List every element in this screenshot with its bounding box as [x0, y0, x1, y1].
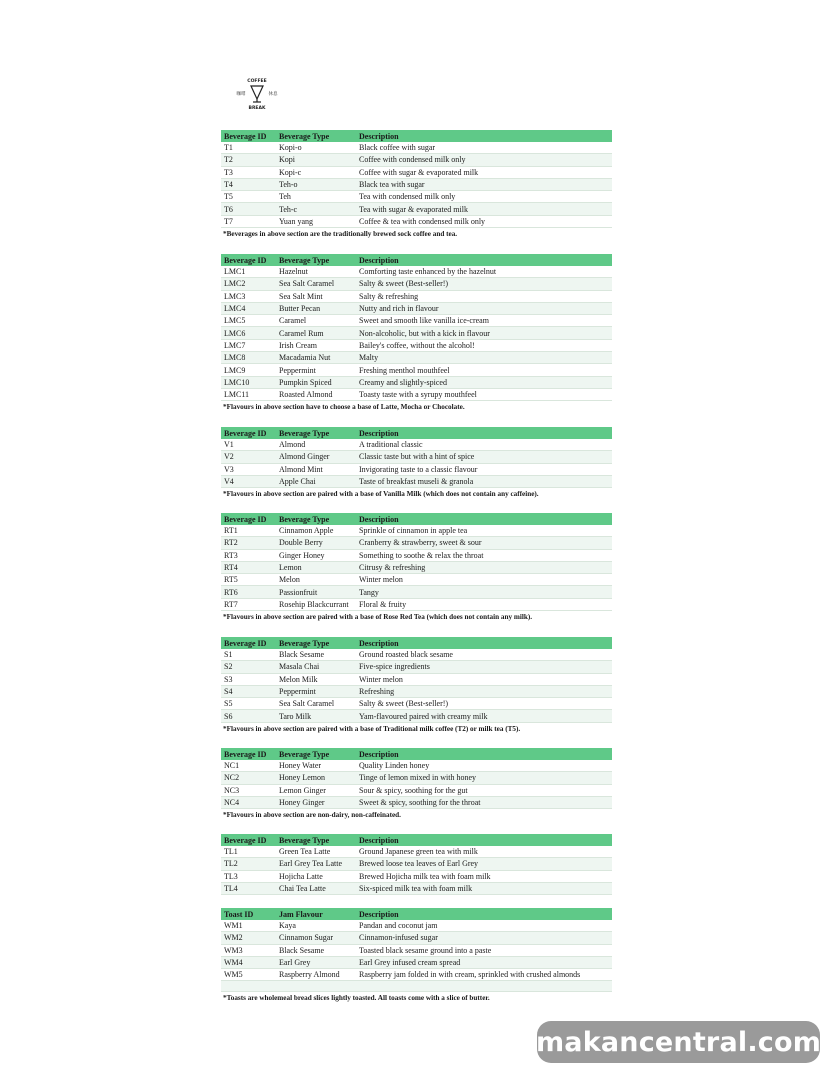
cell-description: A traditional classic — [356, 439, 612, 451]
cell-description: Toasty taste with a syrupy mouthfeel — [356, 388, 612, 400]
cell-id: S1 — [221, 649, 276, 661]
cell-description: Floral & fruity — [356, 598, 612, 610]
header-description: Description — [356, 254, 612, 266]
cell-id: NC2 — [221, 772, 276, 784]
table-row — [221, 981, 612, 992]
cell-description: Brewed Hojicha milk tea with foam milk — [356, 870, 612, 882]
table-header-row — [221, 254, 612, 266]
menu-table — [221, 748, 612, 809]
cell-type: Ginger Honey — [276, 549, 356, 561]
table-header-row — [221, 908, 612, 920]
cell-id: LMC4 — [221, 302, 276, 314]
cell-id: S5 — [221, 698, 276, 710]
header-id: Beverage ID — [221, 637, 276, 649]
header-description: Description — [356, 427, 612, 439]
header-description: Description — [356, 637, 612, 649]
table-row — [221, 290, 612, 302]
table-row — [221, 475, 612, 487]
cell-description: Salty & refreshing — [356, 290, 612, 302]
table-row — [221, 882, 612, 894]
cell-id: T7 — [221, 215, 276, 227]
table-row — [221, 772, 612, 784]
logo-top-text: COFFEE — [247, 79, 267, 84]
cell-id: T6 — [221, 203, 276, 215]
table-row — [221, 944, 612, 956]
cell-type: Masala Chai — [276, 661, 356, 673]
table-row — [221, 178, 612, 190]
cell-description: Salty & sweet (Best-seller!) — [356, 278, 612, 290]
menu-section-traditional — [221, 130, 612, 238]
menu-section-non-caffeinated — [221, 748, 612, 819]
table-row — [221, 846, 612, 858]
section-note: *Beverages in above section are the traditionally brewed sock coffee and tea. — [223, 230, 458, 239]
table-row — [221, 266, 612, 278]
cell-id: RT1 — [221, 525, 276, 537]
table-row — [221, 537, 612, 549]
table-row — [221, 685, 612, 697]
cell-id: RT4 — [221, 561, 276, 573]
cell-type: Double Berry — [276, 537, 356, 549]
table-header-row — [221, 427, 612, 439]
cell-type: Lemon Ginger — [276, 784, 356, 796]
cell-id: LMC9 — [221, 364, 276, 376]
cell-description: Citrusy & refreshing — [356, 561, 612, 573]
table-row — [221, 142, 612, 154]
cell-type: Almond — [276, 439, 356, 451]
header-type: Beverage Type — [276, 513, 356, 525]
table-row — [221, 858, 612, 870]
cell-description: Coffee with sugar & evaporated milk — [356, 166, 612, 178]
cell-description: Tangy — [356, 586, 612, 598]
table-row — [221, 364, 612, 376]
section-note: *Flavours in above section have to choose a base of Latte, Mocha or Chocolate. — [223, 403, 465, 412]
cell-id: WM2 — [221, 932, 276, 944]
cell-description: Taste of breakfast museli & granola — [356, 475, 612, 487]
cell-type: Passionfruit — [276, 586, 356, 598]
cell-description: Five-spice ingredients — [356, 661, 612, 673]
menu-table — [221, 637, 612, 723]
cell-id: NC1 — [221, 760, 276, 772]
watermark-badge: makancentral.com — [537, 1021, 820, 1063]
header-description: Description — [356, 748, 612, 760]
cell-description: Salty & sweet (Best-seller!) — [356, 698, 612, 710]
cell-type: Hojicha Latte — [276, 870, 356, 882]
table-row — [221, 598, 612, 610]
table-row — [221, 191, 612, 203]
table-row — [221, 525, 612, 537]
header-id: Beverage ID — [221, 513, 276, 525]
cell-id: WM3 — [221, 944, 276, 956]
table-row — [221, 661, 612, 673]
table-row — [221, 278, 612, 290]
table-row — [221, 698, 612, 710]
header-type: Beverage Type — [276, 834, 356, 846]
header-id: Beverage ID — [221, 834, 276, 846]
cell-description: Coffee & tea with condensed milk only — [356, 215, 612, 227]
cell-description: Black coffee with sugar — [356, 142, 612, 154]
cell-id: V4 — [221, 475, 276, 487]
cell-id: RT2 — [221, 537, 276, 549]
cell-id: S4 — [221, 685, 276, 697]
cell-description: Pandan and coconut jam — [356, 920, 612, 932]
cell-description: Ground roasted black sesame — [356, 649, 612, 661]
cell-id: S2 — [221, 661, 276, 673]
table-row — [221, 215, 612, 227]
cell-id: RT6 — [221, 586, 276, 598]
table-row — [221, 339, 612, 351]
cell-id: LMC5 — [221, 315, 276, 327]
table-row — [221, 586, 612, 598]
cell-id: LMC6 — [221, 327, 276, 339]
cell-description: Quality Linden honey — [356, 760, 612, 772]
logo-bottom-text: BREAK — [248, 106, 266, 111]
section-note: *Flavours in above section are paired with a base of Rose Red Tea (which does not contain any milk). — [223, 613, 533, 622]
cell-description: Refreshing — [356, 685, 612, 697]
table-row — [221, 352, 612, 364]
cell-type: Melon — [276, 574, 356, 586]
cell-type: Rosehip Blackcurrant — [276, 598, 356, 610]
cell-type: Lemon — [276, 561, 356, 573]
table-row — [221, 561, 612, 573]
cell-description: Cranberry & strawberry, sweet & sour — [356, 537, 612, 549]
cell-description: Sour & spicy, soothing for the gut — [356, 784, 612, 796]
menu-section-rose-red-tea — [221, 513, 612, 621]
cell-type: Irish Cream — [276, 339, 356, 351]
cell-description: Black tea with sugar — [356, 178, 612, 190]
cell-type: Green Tea Latte — [276, 846, 356, 858]
cell-id: NC3 — [221, 784, 276, 796]
menu-table — [221, 513, 612, 611]
cell-type: Teh-c — [276, 203, 356, 215]
table-row — [221, 870, 612, 882]
cell-type: Earl Grey — [276, 956, 356, 968]
cell-description: Winter melon — [356, 574, 612, 586]
header-type: Jam Flavour — [276, 908, 356, 920]
cell-type: Caramel — [276, 315, 356, 327]
header-id: Beverage ID — [221, 427, 276, 439]
cell-type: Roasted Almond — [276, 388, 356, 400]
cell-id: LMC3 — [221, 290, 276, 302]
table-row — [221, 439, 612, 451]
table-header-row — [221, 748, 612, 760]
menu-table — [221, 427, 612, 488]
cell-id: LMC10 — [221, 376, 276, 388]
cell-type: Cinnamon Apple — [276, 525, 356, 537]
cell-description: Non-alcoholic, but with a kick in flavour — [356, 327, 612, 339]
cell-id: S3 — [221, 673, 276, 685]
table-row — [221, 649, 612, 661]
header-type: Beverage Type — [276, 130, 356, 142]
cell-type: Melon Milk — [276, 673, 356, 685]
cell-description: Nutty and rich in flavour — [356, 302, 612, 314]
table-row — [221, 203, 612, 215]
cell-type: Kopi — [276, 154, 356, 166]
cell-id: V3 — [221, 463, 276, 475]
cell-description: Creamy and slightly-spiced — [356, 376, 612, 388]
cell-id — [221, 981, 276, 992]
header-id: Beverage ID — [221, 748, 276, 760]
table-row — [221, 956, 612, 968]
table-row — [221, 920, 612, 932]
cell-type: Honey Water — [276, 760, 356, 772]
cell-type: Raspberry Almond — [276, 969, 356, 981]
cell-type: Kopi-o — [276, 142, 356, 154]
menu-section-latte-mocha — [221, 254, 612, 411]
cell-id: LMC1 — [221, 266, 276, 278]
cell-description: Sprinkle of cinnamon in apple tea — [356, 525, 612, 537]
table-row — [221, 463, 612, 475]
table-row — [221, 574, 612, 586]
cell-type: Hazelnut — [276, 266, 356, 278]
cell-type: Peppermint — [276, 364, 356, 376]
cell-type: Apple Chai — [276, 475, 356, 487]
table-row — [221, 388, 612, 400]
cell-description: Tea with sugar & evaporated milk — [356, 203, 612, 215]
cell-description: Ground Japanese green tea with milk — [356, 846, 612, 858]
cell-description: Winter melon — [356, 673, 612, 685]
cell-type: Yuan yang — [276, 215, 356, 227]
cell-id: TL3 — [221, 870, 276, 882]
cell-description: Six-spiced milk tea with foam milk — [356, 882, 612, 894]
header-type: Beverage Type — [276, 637, 356, 649]
cell-description: Freshing menthol mouthfeel — [356, 364, 612, 376]
cell-id: WM4 — [221, 956, 276, 968]
cell-description: Malty — [356, 352, 612, 364]
cell-description: Bailey's coffee, without the alcohol! — [356, 339, 612, 351]
table-header-row — [221, 130, 612, 142]
section-note: *Toasts are wholemeal bread slices lightly toasted. All toasts come with a slice of butter. — [223, 994, 490, 1003]
table-row — [221, 302, 612, 314]
cell-type: Caramel Rum — [276, 327, 356, 339]
cell-description: Yam-flavoured paired with creamy milk — [356, 710, 612, 722]
cell-description: Comforting taste enhanced by the hazelnut — [356, 266, 612, 278]
cell-type: Honey Lemon — [276, 772, 356, 784]
menu-section-toasts — [221, 908, 612, 1002]
section-note: *Flavours in above section are paired with a base of Traditional milk coffee (T2) or milk tea (T5). — [223, 724, 521, 733]
table-row — [221, 932, 612, 944]
menu-section-specials — [221, 637, 612, 733]
menu-table — [221, 130, 612, 228]
cell-id: T4 — [221, 178, 276, 190]
header-type: Beverage Type — [276, 427, 356, 439]
cell-type: Almond Ginger — [276, 451, 356, 463]
logo-cup-icon — [251, 86, 263, 99]
cell-id: T3 — [221, 166, 276, 178]
cell-id: T2 — [221, 154, 276, 166]
table-header-row — [221, 513, 612, 525]
section-note: *Flavours in above section are non-dairy, non-caffeinated. — [223, 811, 401, 820]
cell-id: LMC2 — [221, 278, 276, 290]
cell-type — [276, 981, 356, 992]
cell-type: Sea Salt Caramel — [276, 278, 356, 290]
cell-type: Black Sesame — [276, 944, 356, 956]
table-row — [221, 549, 612, 561]
header-description: Description — [356, 130, 612, 142]
cell-id: V1 — [221, 439, 276, 451]
cell-type: Macadamia Nut — [276, 352, 356, 364]
menu-section-vanilla-milk — [221, 427, 612, 498]
header-description: Description — [356, 908, 612, 920]
header-id: Beverage ID — [221, 254, 276, 266]
cell-id: T5 — [221, 191, 276, 203]
table-row — [221, 315, 612, 327]
cell-id: TL2 — [221, 858, 276, 870]
cell-id: LMC11 — [221, 388, 276, 400]
cell-description: Sweet and smooth like vanilla ice-cream — [356, 315, 612, 327]
cell-type: Teh — [276, 191, 356, 203]
menu-table — [221, 254, 612, 401]
table-row — [221, 796, 612, 808]
cell-description: Invigorating taste to a classic flavour — [356, 463, 612, 475]
cell-id: RT7 — [221, 598, 276, 610]
table-row — [221, 451, 612, 463]
cell-description: Sweet & spicy, soothing for the throat — [356, 796, 612, 808]
table-row — [221, 710, 612, 722]
cell-description: Tinge of lemon mixed in with honey — [356, 772, 612, 784]
table-header-row — [221, 834, 612, 846]
cell-id: LMC8 — [221, 352, 276, 364]
cell-description: Tea with condensed milk only — [356, 191, 612, 203]
cell-type: Teh-o — [276, 178, 356, 190]
table-row — [221, 166, 612, 178]
cell-type: Kopi-c — [276, 166, 356, 178]
section-note: *Flavours in above section are paired with a base of Vanilla Milk (which does not contain any caffeine). — [223, 490, 539, 499]
cell-description: Toasted black sesame ground into a paste — [356, 944, 612, 956]
cell-type: Black Sesame — [276, 649, 356, 661]
cell-type: Butter Pecan — [276, 302, 356, 314]
cell-description: Raspberry jam folded in with cream, sprinkled with crushed almonds — [356, 969, 612, 981]
cell-id: T1 — [221, 142, 276, 154]
table-row — [221, 154, 612, 166]
logo-left-text: 咖啡 — [236, 92, 246, 97]
coffee-break-logo — [232, 74, 282, 112]
cell-description: Earl Grey infused cream spread — [356, 956, 612, 968]
cell-description: Brewed loose tea leaves of Earl Grey — [356, 858, 612, 870]
cell-type: Taro Milk — [276, 710, 356, 722]
cell-description — [356, 981, 612, 992]
header-description: Description — [356, 834, 612, 846]
cell-type: Chai Tea Latte — [276, 882, 356, 894]
table-row — [221, 376, 612, 388]
cell-type: Sea Salt Caramel — [276, 698, 356, 710]
header-id: Beverage ID — [221, 130, 276, 142]
cell-type: Peppermint — [276, 685, 356, 697]
cell-id: S6 — [221, 710, 276, 722]
table-header-row — [221, 637, 612, 649]
table-row — [221, 969, 612, 981]
header-type: Beverage Type — [276, 254, 356, 266]
header-type: Beverage Type — [276, 748, 356, 760]
cell-description: Coffee with condensed milk only — [356, 154, 612, 166]
cell-type: Kaya — [276, 920, 356, 932]
menu-section-tea-lattes — [221, 834, 612, 895]
cell-type: Pumpkin Spiced — [276, 376, 356, 388]
header-description: Description — [356, 513, 612, 525]
cell-id: WM5 — [221, 969, 276, 981]
cell-description: Something to soothe & relax the throat — [356, 549, 612, 561]
cell-type: Sea Salt Mint — [276, 290, 356, 302]
menu-table — [221, 834, 612, 895]
cell-description: Cinnamon-infused sugar — [356, 932, 612, 944]
menu-table — [221, 908, 612, 992]
cell-type: Earl Grey Tea Latte — [276, 858, 356, 870]
table-row — [221, 673, 612, 685]
cell-id: TL4 — [221, 882, 276, 894]
table-row — [221, 327, 612, 339]
cell-id: NC4 — [221, 796, 276, 808]
cell-description: Classic taste but with a hint of spice — [356, 451, 612, 463]
cell-type: Honey Ginger — [276, 796, 356, 808]
cell-id: RT5 — [221, 574, 276, 586]
cell-id: WM1 — [221, 920, 276, 932]
cell-id: RT3 — [221, 549, 276, 561]
table-row — [221, 784, 612, 796]
cell-id: V2 — [221, 451, 276, 463]
logo-right-text: 休息 — [268, 92, 278, 97]
cell-id: TL1 — [221, 846, 276, 858]
table-row — [221, 760, 612, 772]
cell-type: Cinnamon Sugar — [276, 932, 356, 944]
cell-id: LMC7 — [221, 339, 276, 351]
cell-type: Almond Mint — [276, 463, 356, 475]
header-id: Toast ID — [221, 908, 276, 920]
